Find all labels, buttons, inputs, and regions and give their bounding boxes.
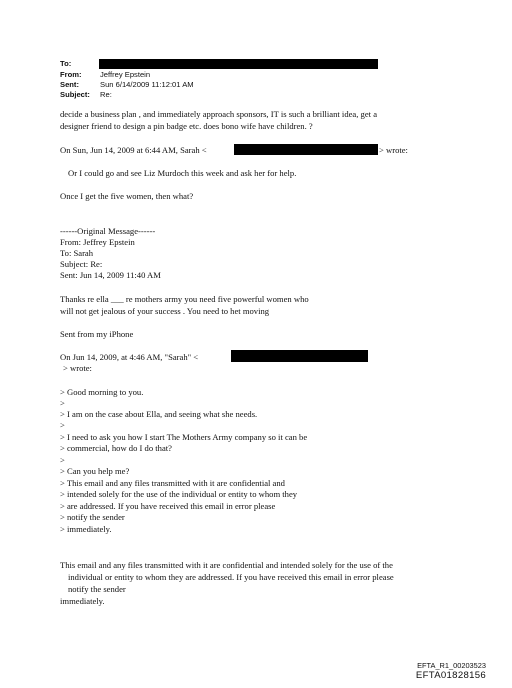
- original-message-marker: ------Original Message------: [60, 226, 156, 236]
- to-row: [60, 59, 100, 69]
- quoted-line: >: [60, 455, 65, 465]
- disclaimer-line: immediately.: [60, 596, 105, 606]
- redaction-edge: [377, 60, 378, 68]
- sent-value: Sun 6/14/2009 11:12:01 AM: [100, 80, 194, 89]
- sent-label: Sent:: [60, 80, 79, 89]
- orig-to: To: Sarah: [60, 248, 94, 258]
- quote-header-prefix: On Sun, Jun 14, 2009 at 6:44 AM, Sarah <: [60, 145, 207, 155]
- redacted-email: [231, 350, 368, 362]
- body-line: decide a business plan , and immediately approach sponsors, IT is such a brilliant idea, get a: [60, 109, 378, 119]
- disclaimer-line: individual or entity to whom they are addressed. If you have received this email in error please: [68, 572, 394, 582]
- subject-label: Subject:: [60, 90, 90, 99]
- body-line: Thanks re ella ___ re mothers army you need five powerful women who: [60, 294, 309, 304]
- from-label: From:: [60, 70, 82, 79]
- quoted-line: > are addressed. If you have received this email in error please: [60, 501, 276, 511]
- from-row: [60, 70, 150, 80]
- orig-sent: Sent: Jun 14, 2009 11:40 AM: [60, 270, 161, 280]
- quoted-line: > I am on the case about Ella, and seeing what she needs.: [60, 409, 258, 419]
- redacted-recipient: [99, 59, 378, 69]
- sent-row: [60, 80, 194, 90]
- quoted-line: > Good morning to you.: [60, 387, 144, 397]
- quoted-line: > commercial, how do I do that?: [60, 443, 172, 453]
- quote-header-2: [60, 352, 198, 363]
- quoted-line: > notify the sender: [60, 512, 125, 522]
- quoted-line: >: [60, 398, 65, 408]
- quote-header-suffix: > wrote:: [63, 363, 92, 373]
- quote-header-suffix: > wrote:: [379, 145, 408, 155]
- disclaimer-line: notify the sender: [68, 584, 126, 594]
- quote-header-1: [60, 145, 207, 156]
- quoted-line: > This email and any files transmitted with it are confidential and: [60, 478, 285, 488]
- orig-subject: Subject: Re:: [60, 259, 103, 269]
- disclaimer-line: This email and any files transmitted with it are confidential and intended solely for the use of the: [60, 560, 393, 570]
- subject-value: Re:: [100, 90, 112, 99]
- footer-ref-2: EFTA01828156: [415, 670, 486, 681]
- body-line: will not get jealous of your success . You need to het moving: [60, 306, 270, 316]
- to-label: To:: [60, 59, 72, 68]
- quoted-line: >: [60, 420, 65, 430]
- sent-from-iphone: Sent from my iPhone: [60, 329, 134, 339]
- quoted-line: > Can you help me?: [60, 466, 130, 476]
- footer-ref-1: EFTA_R1_00203523: [417, 661, 486, 670]
- orig-from: From: Jeffrey Epstein: [60, 237, 135, 247]
- redacted-email: [234, 144, 378, 155]
- body-line: Once I get the five women, then what?: [60, 191, 194, 201]
- from-value: Jeffrey Epstein: [100, 70, 151, 79]
- quoted-line: > immediately.: [60, 524, 112, 534]
- subject-row: [60, 90, 112, 100]
- quoted-line: > intended solely for the use of the individual or entity to whom they: [60, 489, 298, 499]
- quoted-line: Or I could go and see Liz Murdoch this week and ask her for help.: [68, 168, 297, 178]
- quote-header-prefix: On Jun 14, 2009, at 4:46 AM, "Sarah" <: [60, 352, 199, 362]
- body-line: designer friend to design a pin badge etc. does bono wife have children. ?: [60, 121, 313, 131]
- quoted-line: > I need to ask you how I start The Mothers Army company so it can be: [60, 432, 308, 442]
